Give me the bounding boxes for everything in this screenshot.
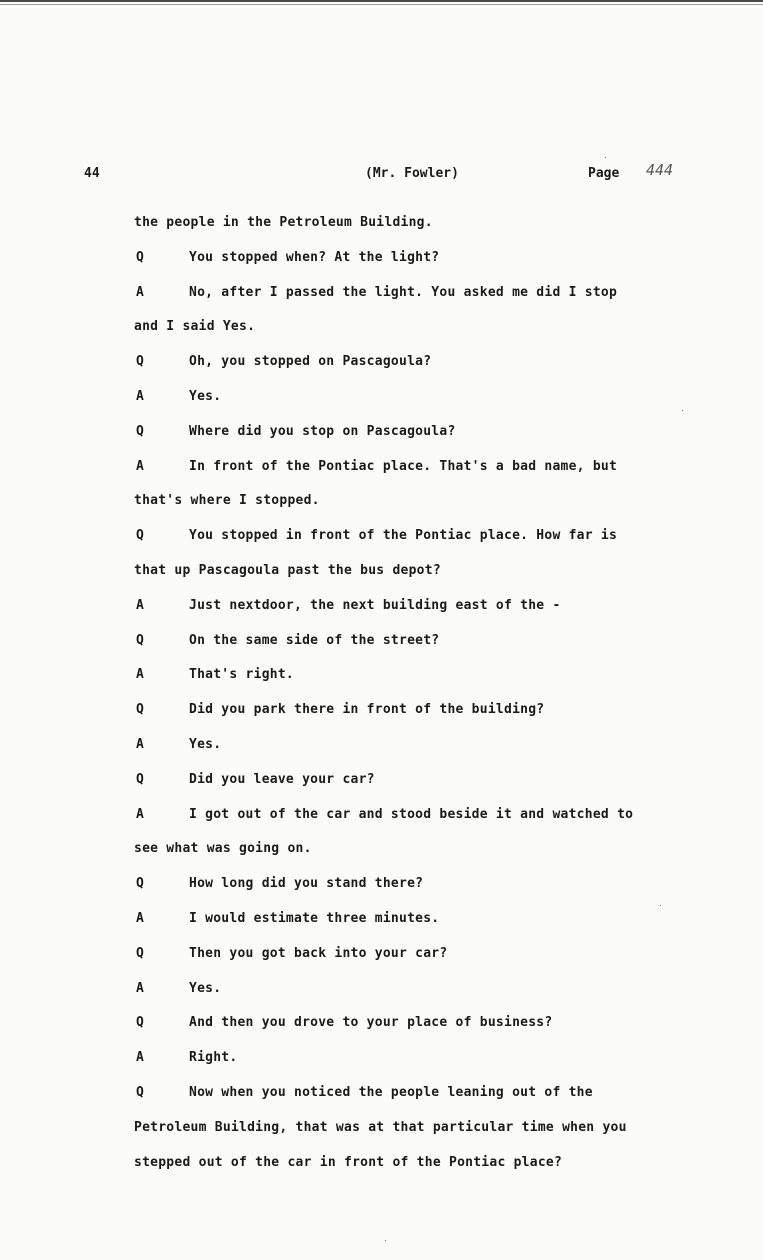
transcript-line: Then you got back into your car?: [189, 946, 448, 961]
stamped-page-number: 444: [646, 161, 674, 179]
answer-marker: A: [136, 911, 144, 926]
question-marker: Q: [136, 1015, 144, 1030]
scan-top-border: [0, 0, 763, 2]
transcript-line: You stopped in front of the Pontiac place. How far is: [189, 528, 618, 543]
question-marker: Q: [136, 946, 144, 961]
transcript-line: Just nextdoor, the next building east of the -: [189, 598, 561, 613]
question-marker: Q: [136, 354, 144, 369]
transcript-line: Did you leave your car?: [189, 772, 375, 787]
transcript-line: In front of the Pontiac place. That's a bad name, but: [189, 459, 618, 474]
scan-speck: [660, 905, 661, 906]
transcript-continuation-line: stepped out of the car in front of the Pontiac place?: [134, 1155, 563, 1170]
answer-marker: A: [136, 598, 144, 613]
transcript-continuation-line: that's where I stopped.: [134, 493, 320, 508]
transcript-continuation-line: and I said Yes.: [134, 319, 256, 334]
transcript-line: That's right.: [189, 667, 294, 682]
transcript-continuation-line: Petroleum Building, that was at that particular time when you: [134, 1120, 627, 1135]
question-marker: Q: [136, 250, 144, 265]
question-marker: Q: [136, 702, 144, 717]
answer-marker: A: [136, 807, 144, 822]
scan-speck: [682, 410, 683, 411]
question-marker: Q: [136, 528, 144, 543]
question-marker: Q: [136, 424, 144, 439]
transcript-line: You stopped when? At the light?: [189, 250, 440, 265]
transcript-line: Yes.: [189, 981, 222, 996]
answer-marker: A: [136, 285, 144, 300]
transcript-continuation-line: see what was going on.: [134, 841, 312, 856]
transcript-line: Where did you stop on Pascagoula?: [189, 424, 456, 439]
answer-marker: A: [136, 389, 144, 404]
transcript-line: Did you park there in front of the building?: [189, 702, 545, 717]
answer-marker: A: [136, 459, 144, 474]
question-marker: Q: [136, 633, 144, 648]
transcript-line: I would estimate three minutes.: [189, 911, 440, 926]
transcript-line: On the same side of the street?: [189, 633, 440, 648]
transcript-line: Yes.: [189, 389, 222, 404]
transcript-continuation-line: that up Pascagoula past the bus depot?: [134, 563, 441, 578]
transcript-line: And then you drove to your place of business?: [189, 1015, 553, 1030]
scan-speck: [385, 1240, 386, 1241]
transcript-line: How long did you stand there?: [189, 876, 424, 891]
page-number: 44: [84, 166, 100, 181]
question-marker: Q: [136, 876, 144, 891]
transcript-line: Now when you noticed the people leaning out of the: [189, 1085, 593, 1100]
scan-speck: [605, 157, 606, 158]
transcript-line: Right.: [189, 1050, 238, 1065]
answer-marker: A: [136, 981, 144, 996]
transcript-line: Oh, you stopped on Pascagoula?: [189, 354, 432, 369]
transcript-line: I got out of the car and stood beside it and watched to: [189, 807, 634, 822]
question-marker: Q: [136, 772, 144, 787]
question-marker: Q: [136, 1085, 144, 1100]
answer-marker: A: [136, 1050, 144, 1065]
transcript-continuation-line: the people in the Petroleum Building.: [134, 215, 433, 230]
scan-top-border-faint: [0, 4, 763, 5]
page-label: Page: [588, 166, 620, 181]
transcript-line: Yes.: [189, 737, 222, 752]
answer-marker: A: [136, 667, 144, 682]
transcript-line: No, after I passed the light. You asked me did I stop: [189, 285, 618, 300]
answer-marker: A: [136, 737, 144, 752]
speaker-heading: (Mr. Fowler): [365, 166, 459, 181]
